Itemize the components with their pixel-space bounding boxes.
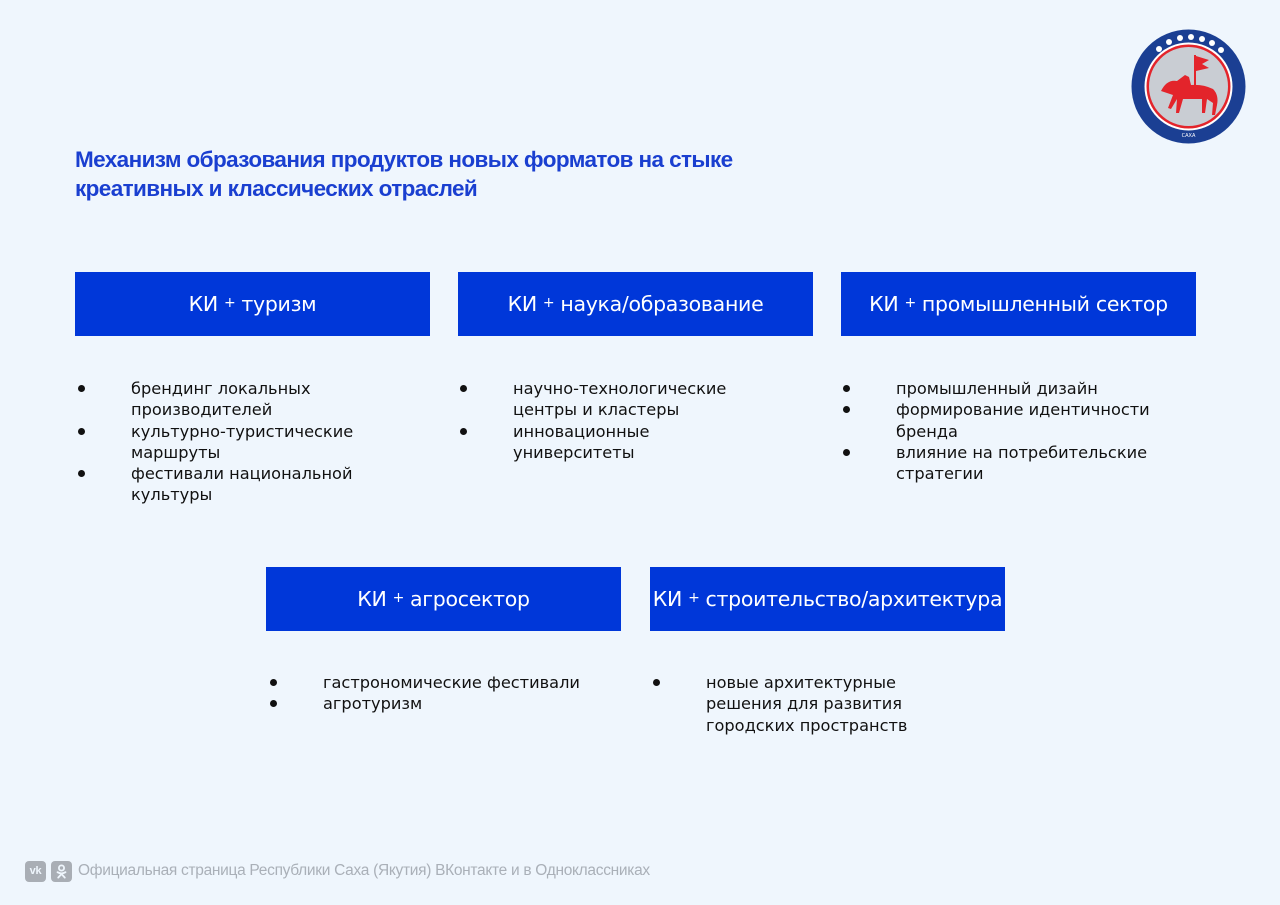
list-item: научно-технологические центры и кластеры: [457, 378, 726, 421]
section-list-construction-architecture: [650, 672, 907, 736]
footer: [25, 860, 650, 882]
section-label: наука/образование: [560, 292, 764, 316]
list-item: брендинг локальных производителей: [75, 378, 353, 421]
vk-icon[interactable]: vk: [25, 861, 46, 882]
section-prefix: КИ: [188, 292, 218, 316]
page-title-line-2: креативных и классических отраслей: [75, 176, 478, 201]
bullet-icon: [78, 385, 85, 392]
bullet-icon: [843, 449, 850, 456]
list-item: формирование идентичности бренда: [840, 399, 1150, 442]
section-label: агросектор: [410, 587, 530, 611]
list-item: новые архитектурные решения для развития городских пространств: [650, 672, 907, 736]
list-item: гастрономические фестивали: [267, 672, 580, 693]
section-label: туризм: [241, 292, 317, 316]
page-title-line-1: Механизм образования продуктов новых форматов на стыке: [75, 147, 733, 172]
section-list-agro-sector: [267, 672, 580, 715]
republic-emblem-icon: [1131, 29, 1246, 144]
odnoklassniki-glyph-icon: [55, 864, 68, 879]
section-prefix: КИ: [357, 587, 387, 611]
svg-text:САХА: САХА: [1181, 133, 1196, 139]
section-prefix: КИ: [652, 587, 683, 611]
list-item: фестивали национальной культуры: [75, 463, 353, 506]
bullet-icon: [78, 428, 85, 435]
bullet-icon: [843, 385, 850, 392]
section-list-tourism: [75, 378, 353, 506]
bullet-icon: [653, 679, 660, 686]
footer-text: Официальная страница Республики Саха (Якутия) ВКонтакте и в Одноклассниках: [78, 862, 650, 879]
odnoklassniki-icon[interactable]: [51, 861, 72, 882]
list-item: промышленный дизайн: [840, 378, 1150, 399]
bullet-icon: [843, 406, 850, 413]
section-header-industrial-sector: [841, 272, 1196, 336]
plus-icon: +: [392, 590, 405, 606]
plus-icon: +: [688, 590, 700, 606]
list-item: влияние на потребительские стратегии: [840, 442, 1150, 485]
section-label: строительство/архитектура: [705, 587, 1003, 611]
section-header-agro-sector: [266, 567, 621, 631]
bullet-icon: [460, 428, 467, 435]
list-item: агротуризм: [267, 693, 580, 714]
list-item: культурно-туристические маршруты: [75, 421, 353, 464]
list-item: инновационные университеты: [457, 421, 726, 464]
plus-icon: +: [542, 295, 555, 311]
section-header-construction-architecture: [650, 567, 1005, 631]
section-prefix: КИ: [507, 292, 537, 316]
bullet-icon: [270, 700, 277, 707]
section-label: промышленный сектор: [921, 292, 1168, 316]
section-prefix: КИ: [869, 292, 899, 316]
section-list-industrial-sector: [840, 378, 1150, 484]
plus-icon: +: [904, 295, 916, 311]
plus-icon: +: [223, 295, 236, 311]
bullet-icon: [460, 385, 467, 392]
bullet-icon: [270, 679, 277, 686]
section-header-science-education: [458, 272, 813, 336]
section-list-science-education: [457, 378, 726, 463]
page-title: [75, 145, 733, 203]
section-header-tourism: [75, 272, 430, 336]
bullet-icon: [78, 470, 85, 477]
